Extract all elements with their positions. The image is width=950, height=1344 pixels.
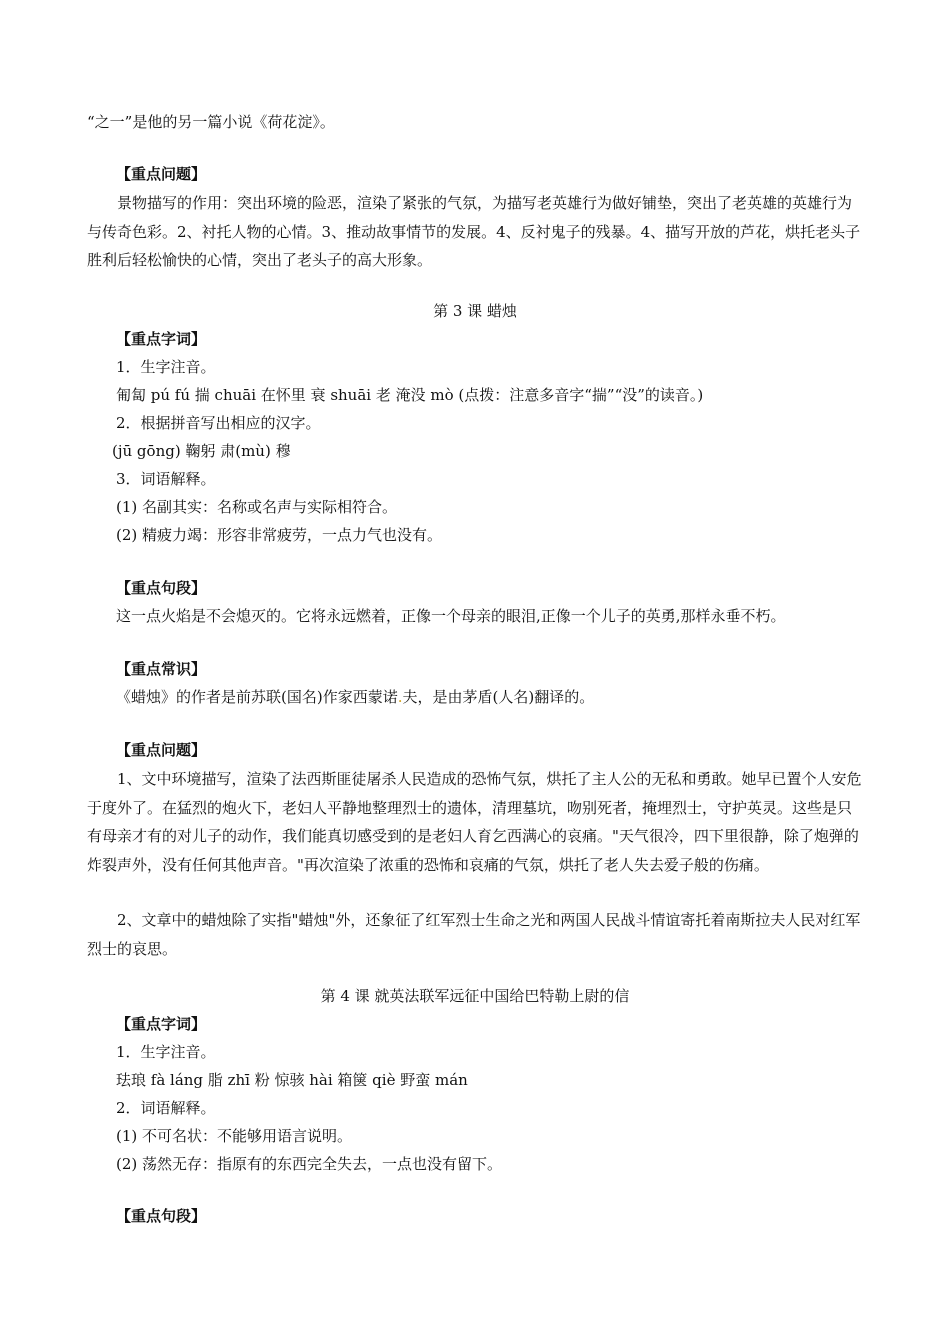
- lesson-title: 第 3 课 蜡烛: [433, 302, 517, 320]
- list-item: 2．根据拼音写出相应的汉字。: [116, 414, 321, 432]
- hanzi-line: (jū gōng) 鞠躬 肃(mù) 穆: [112, 442, 291, 460]
- section-heading-problems: 【重点问题】: [116, 741, 207, 759]
- problem-paragraph-2: 2、文章中的蜡烛除了实指"蜡烛"外，还象征了红军烈士生命之光和两国人民战斗情谊寄托着南斯拉夫人民对红军烈士的哀思。: [87, 911, 861, 958]
- knowledge-text: [116, 687, 594, 707]
- knowledge-text-a: 《蜡烛》的作者是前苏联(国名)作家西蒙诺: [116, 688, 398, 706]
- section-heading-knowledge: 【重点常识】: [116, 660, 207, 678]
- pinyin-line: 珐琅 fà láng 脂 zhī 粉 惊骇 hài 箱箧 qiè 野蛮 mán: [116, 1071, 468, 1089]
- list-item: 1．生字注音。: [116, 358, 216, 376]
- highlight-mark: .: [397, 688, 403, 706]
- list-item: 2．词语解释。: [116, 1099, 216, 1117]
- definition-item: (2) 荡然无存：指原有的东西完全失去，一点也没有留下。: [116, 1155, 503, 1173]
- pinyin-line: 匍匐 pú fú 揣 chuāi 在怀里 衰 shuāi 老 淹没 mò (点拨：注意多音字“揣”“没”的读音。): [116, 386, 704, 404]
- list-item: 1．生字注音。: [116, 1043, 216, 1061]
- section-heading-words: 【重点字词】: [116, 330, 207, 348]
- section-heading-sentences: 【重点句段】: [116, 1207, 207, 1225]
- lesson-title: 第 4 课 就英法联军远征中国给巴特勒上尉的信: [320, 987, 630, 1005]
- definition-item: (2) 精疲力竭：形容非常疲劳，一点力气也没有。: [116, 526, 443, 544]
- section-heading-words: 【重点字词】: [116, 1015, 207, 1033]
- section-heading-sentences: 【重点句段】: [116, 579, 207, 597]
- definition-item: (1) 不可名状：不能够用语言说明。: [116, 1127, 353, 1145]
- section-heading-problems: 【重点问题】: [116, 165, 207, 183]
- list-item: 3．词语解释。: [116, 470, 216, 488]
- problem-paragraph-1: 1、文中环境描写，渲染了法西斯匪徒屠杀人民造成的恐怖气氛，烘托了主人公的无私和勇敢。她早已置个人安危于度外了。在猛烈的炮火下，老妇人平静地整理烈士的遗体，清理墓坑，吻别死者，掩埋烈士，守护英灵。这些是只有母亲才有的对儿子的动作，我们能真切感受到的是老妇人育乞西满心的哀痛。"天气很冷，四下里很静，除了炮弹的炸裂声外，没有任何其他声音。"再次渲染了浓重的恐怖和哀痛的气氛，烘托了老人失去爱子般的伤痛。: [87, 770, 862, 874]
- key-sentence: 这一点火焰是不会熄灭的。它将永远燃着，正像一个母亲的眼泪,正像一个儿子的英勇,那样永垂不朽。: [116, 607, 786, 625]
- problems-paragraph: 景物描写的作用：突出环境的险恶，渲染了紧张的气氛，为描写老英雄行为做好铺垫，突出了老英雄的英雄行为与传奇色彩。2、衬托人物的心情。3、推动故事情节的发展。4、反衬鬼子的残暴。4、描写开放的芦花，烘托老头子胜利后轻松愉快的心情，突出了老头子的高大形象。: [87, 194, 861, 269]
- definition-item: (1) 名副其实：名称或名声与实际相符合。: [116, 498, 398, 516]
- intro-text: “之一”是他的另一篇小说《荷花淀》。: [87, 113, 335, 131]
- knowledge-text-b: 夫，是由茅盾(人名)翻译的。: [402, 688, 595, 706]
